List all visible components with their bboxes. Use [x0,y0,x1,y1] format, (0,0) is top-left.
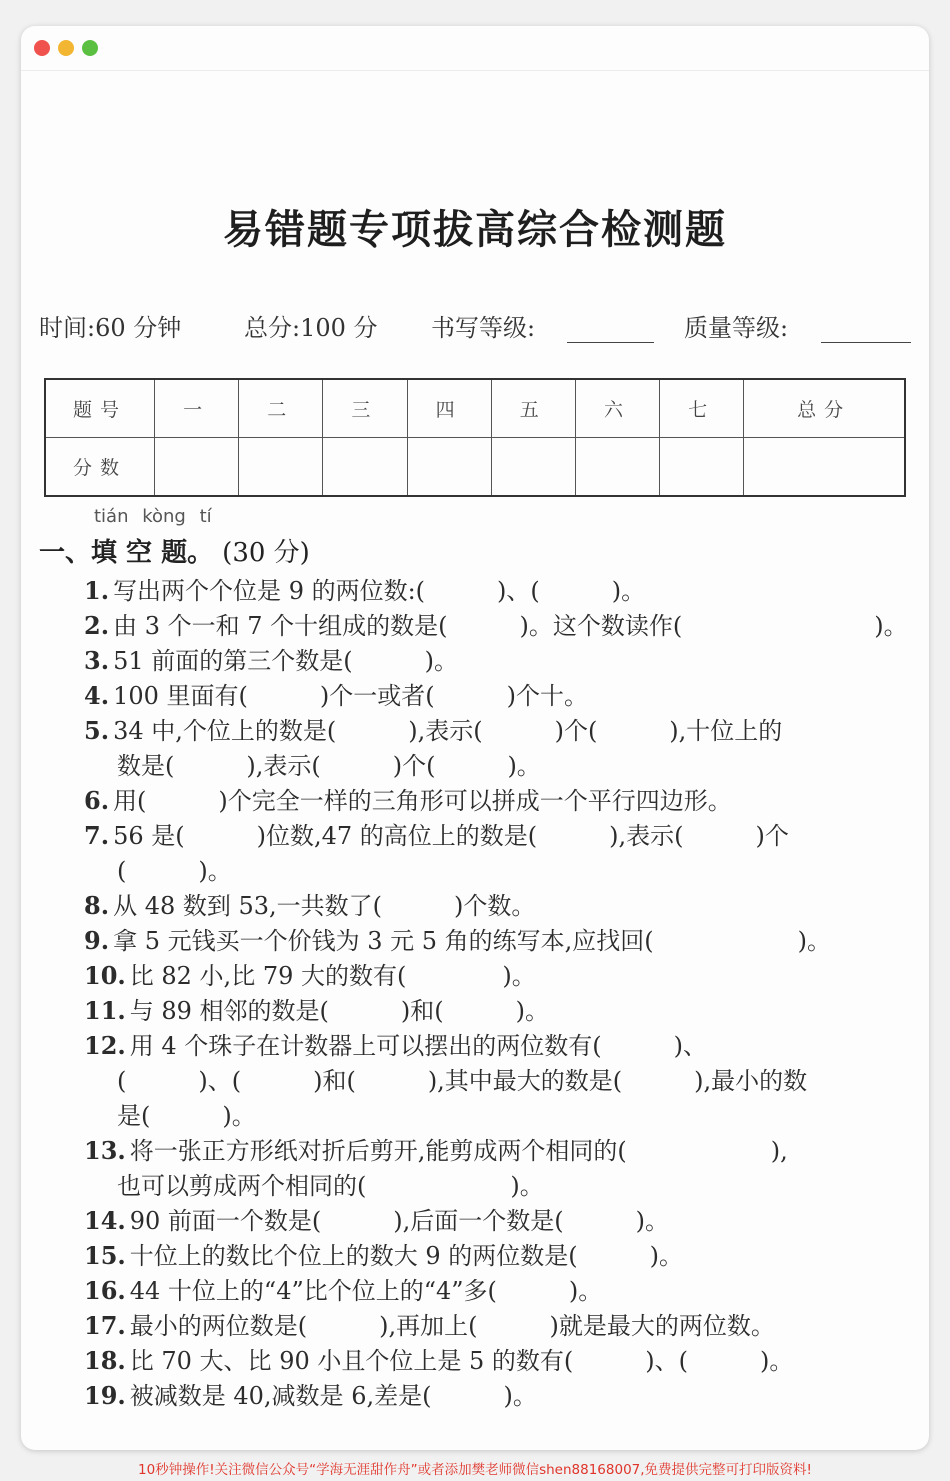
question-text: 44 十位上的“4”比个位上的“4”多( )。 [129,1277,603,1305]
quality-grade-blank [821,342,911,343]
question-12-continued [117,1096,256,1131]
question-number: 3. [84,646,110,675]
score-table-header-cell: 一 [155,379,239,438]
score-table-header-cell: 四 [407,379,491,438]
question-number: 12. [84,1031,126,1060]
question-5-continued [117,746,541,781]
question-4 [84,676,588,711]
section-points: (30 分) [222,538,310,568]
question-number: 14. [84,1206,126,1235]
question-14 [84,1201,669,1236]
writing-grade-label: 书写等级: [431,314,536,342]
score-table-header-cell: 五 [491,379,575,438]
score-table-header-row [45,379,905,438]
question-text: 数是( ),表示( )个( )。 [117,752,541,780]
question-13 [84,1131,788,1166]
score-table-header-cell: 总分 [744,379,905,438]
score-cell [407,438,491,497]
section-title: 一、填 空 题。 [39,538,214,568]
question-7 [84,816,789,851]
question-text: 100 里面有( )个一或者( )个十。 [113,682,588,710]
section-pinyin: tián kòng tí [94,506,212,527]
question-5 [84,711,782,746]
question-text: 最小的两位数是( ),再加上( )就是最大的两位数。 [129,1312,775,1340]
question-text: 与 89 相邻的数是( )和( )。 [129,997,550,1025]
window-titlebar [21,26,929,71]
score-table-header-cell: 题号 [45,379,155,438]
question-9 [84,921,831,956]
time-label: 时间:60 分钟 [39,314,182,342]
score-table-header-cell: 三 [323,379,407,438]
score-cell [660,438,744,497]
question-number: 19. [84,1381,126,1410]
score-table-header-cell: 七 [660,379,744,438]
question-text: 将一张正方形纸对折后剪开,能剪成两个相同的( ), [129,1137,788,1165]
document-window [21,26,929,1450]
question-11 [84,991,549,1026]
question-number: 6. [84,786,110,815]
question-text: 从 48 数到 53,一共数了( )个数。 [113,892,536,920]
question-number: 16. [84,1276,126,1305]
question-12-continued [117,1061,807,1096]
question-text: 拿 5 元钱买一个价钱为 3 元 5 角的练写本,应找回( )。 [113,927,831,955]
section-heading [39,532,310,569]
question-text: 由 3 个一和 7 个十组成的数是( )。这个数读作( )。 [113,612,908,640]
score-table [44,378,906,497]
question-text: 用( )个完全一样的三角形可以拼成一个平行四边形。 [113,787,732,815]
question-text: 56 是( )位数,47 的高位上的数是( ),表示( )个 [113,822,789,850]
question-16 [84,1271,602,1306]
score-cell [575,438,659,497]
document-title: 易错题专项拔高综合检测题 [223,206,727,253]
question-3 [84,641,458,676]
question-number: 10. [84,961,126,990]
question-text: ( )、( )和( ),其中最大的数是( ),最小的数 [117,1067,808,1095]
question-number: 9. [84,926,110,955]
question-text: 比 82 小,比 79 大的数有( )。 [129,962,536,990]
question-19 [84,1376,537,1411]
question-1 [84,571,645,606]
question-number: 1. [84,576,110,605]
score-table-row-label: 分数 [45,438,155,497]
question-7-continued [117,851,232,886]
score-cell [155,438,239,497]
question-text: 被减数是 40,减数是 6,差是( )。 [129,1382,537,1410]
score-cell [491,438,575,497]
minimize-window-button[interactable] [58,40,74,56]
question-number: 13. [84,1136,126,1165]
score-cell [323,438,407,497]
maximize-window-button[interactable] [82,40,98,56]
question-text: 也可以剪成两个相同的( )。 [117,1172,544,1200]
question-text: 十位上的数比个位上的数大 9 的两位数是( )。 [129,1242,684,1270]
question-13-continued [117,1166,544,1201]
question-number: 17. [84,1311,126,1340]
score-table-header-cell: 六 [575,379,659,438]
question-15 [84,1236,683,1271]
question-18 [84,1341,793,1376]
close-window-button[interactable] [34,40,50,56]
question-10 [84,956,536,991]
question-12 [84,1026,707,1061]
score-cell [239,438,323,497]
question-text: 是( )。 [117,1102,256,1130]
question-text: ( )。 [117,857,232,885]
question-text: 90 前面一个数是( ),后面一个数是( )。 [129,1207,670,1235]
question-number: 2. [84,611,110,640]
score-table-header-cell: 二 [239,379,323,438]
question-8 [84,886,535,921]
quality-grade-label: 质量等级: [684,314,789,342]
promo-footer: 10秒钟操作!关注微信公众号“学海无涯甜作舟”或者添加樊老师微信shen88168007,免费提供完整可打印版资料! [138,1462,812,1478]
question-number: 11. [84,996,126,1025]
question-number: 8. [84,891,110,920]
question-2 [84,606,908,641]
question-number: 5. [84,716,110,745]
question-text: 写出两个个位是 9 的两位数:( )、( )。 [113,577,646,605]
score-table-score-row [45,438,905,497]
question-number: 7. [84,821,110,850]
total-score-label: 总分:100 分 [244,314,378,342]
exam-info-row [39,308,919,348]
question-number: 15. [84,1241,126,1270]
question-number: 4. [84,681,110,710]
question-text: 51 前面的第三个数是( )。 [113,647,458,675]
question-6 [84,781,732,816]
question-17 [84,1306,775,1341]
question-text: 34 中,个位上的数是( ),表示( )个( ),十位上的 [113,717,783,745]
question-number: 18. [84,1346,126,1375]
question-text: 比 70 大、比 90 小且个位上是 5 的数有( )、( )。 [129,1347,794,1375]
question-text: 用 4 个珠子在计数器上可以摆出的两位数有( )、 [129,1032,708,1060]
score-cell [744,438,905,497]
writing-grade-blank [567,342,654,343]
